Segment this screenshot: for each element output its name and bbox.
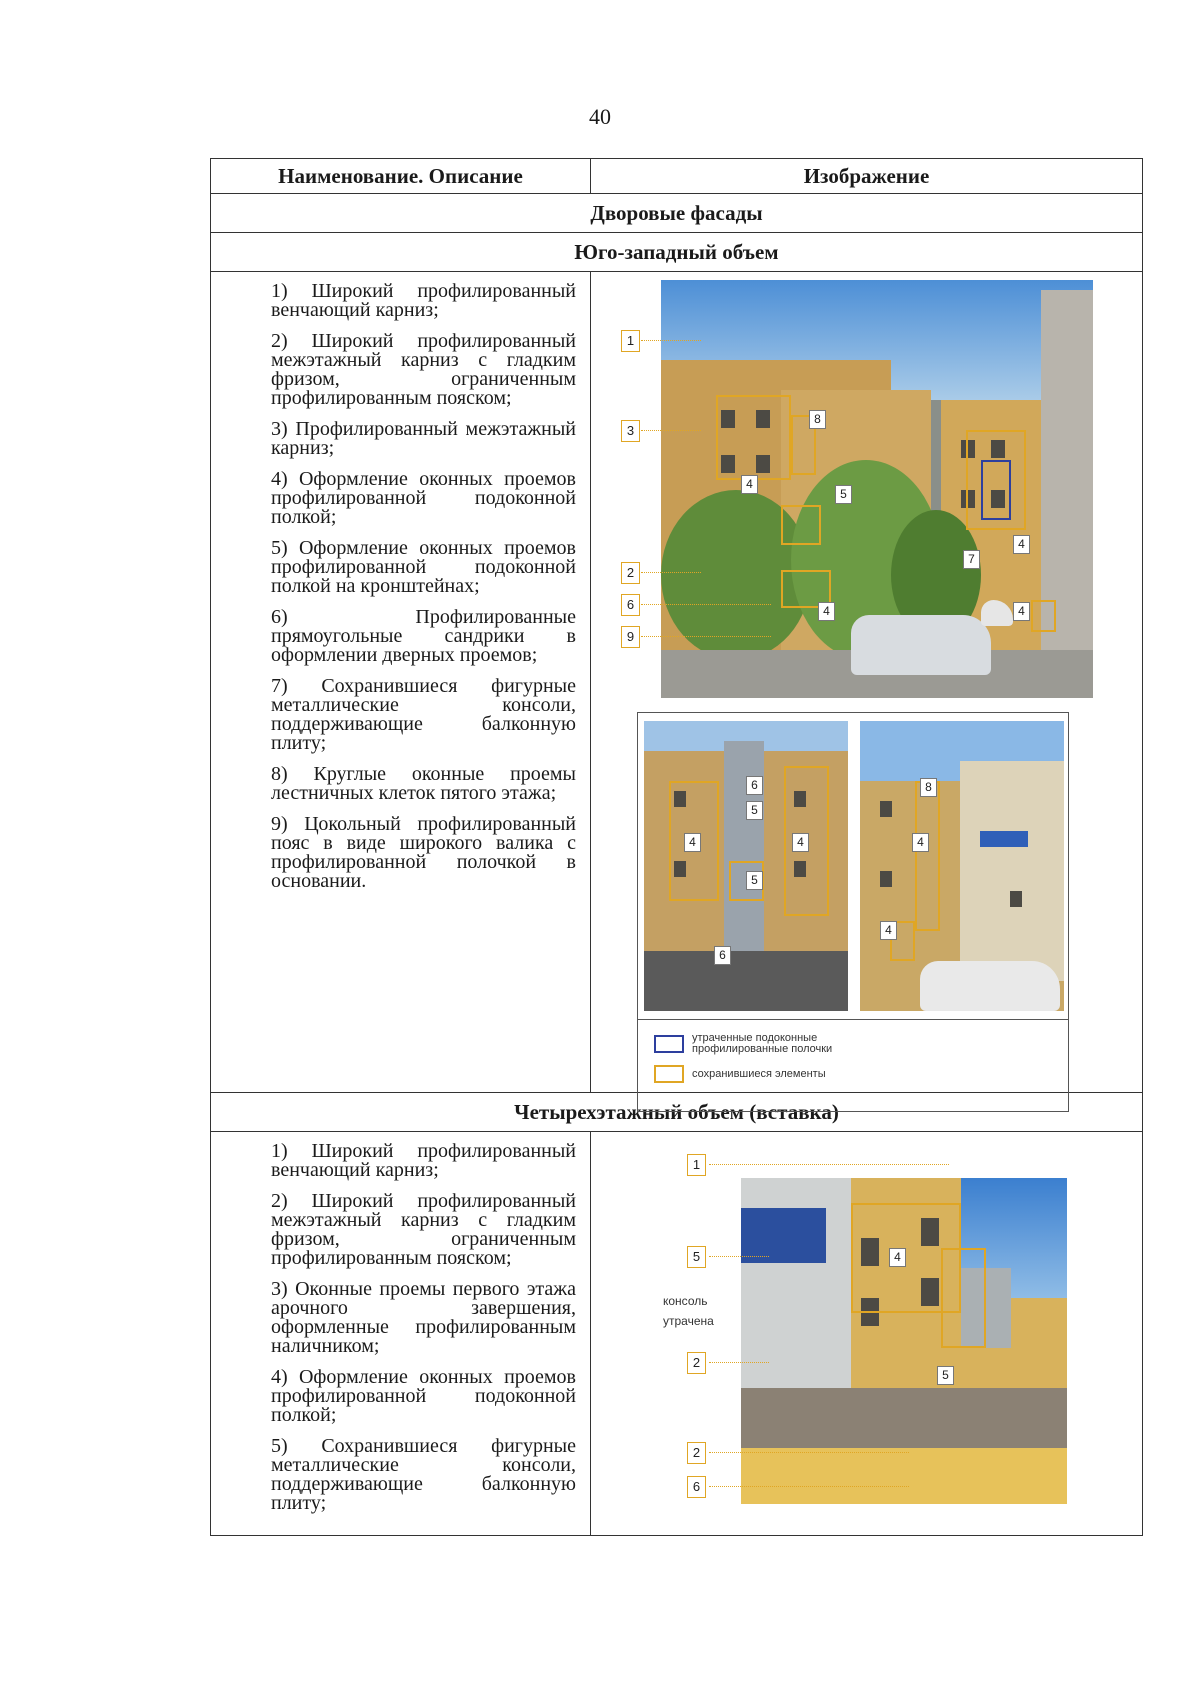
list-item: 2) Широкий профилированный межэтажный карниз с гладким фризом, ограниченным профилированным пояском; [271, 1190, 576, 1269]
four-storey-photo [741, 1178, 1067, 1504]
legend-swatch-lost [654, 1035, 684, 1053]
list-item: 5) Оформление оконных проемов профилированной подоконной полкой на кронштейнах; [271, 537, 576, 597]
legend-swatch-kept [654, 1065, 684, 1083]
photo-tag: 7 [963, 550, 980, 569]
leader-line [709, 1164, 949, 1165]
callout-2: 2 [687, 1352, 706, 1374]
four-storey-images [591, 1132, 1143, 1536]
console-lost-note-1: консоль [663, 1294, 708, 1308]
photo-tag: 8 [920, 778, 937, 797]
photo-tag: 4 [889, 1248, 906, 1267]
photo-tag: 4 [684, 833, 701, 852]
photo-tag: 4 [912, 833, 929, 852]
southwest-images [591, 272, 1143, 1093]
list-item: 9) Цокольный профилированный пояс в виде широкого валика с профилированной полочкой в основании. [271, 813, 576, 892]
list-item: 8) Круглые оконные проемы лестничных клеток пятого этажа; [271, 763, 576, 804]
southwest-description [211, 272, 591, 1093]
callout-3: 3 [621, 420, 640, 442]
photo-tag: 5 [937, 1366, 954, 1385]
callout-1: 1 [687, 1154, 706, 1176]
photo-tag: 6 [746, 776, 763, 795]
leader-line [709, 1486, 909, 1487]
photo-tag: 5 [746, 801, 763, 820]
photo-tag: 5 [746, 871, 763, 890]
console-lost-note-2: утрачена [663, 1314, 714, 1328]
list-item: 5) Сохранившиеся фигурные металлические консоли, поддерживающие балконную плиту; [271, 1435, 576, 1514]
photo-tag: 4 [880, 921, 897, 940]
photo-tag: 4 [818, 602, 835, 621]
facade-table [210, 158, 1143, 1536]
legend-lost-label: утраченные подоконные профилированные полочки [692, 1032, 833, 1055]
legend-kept-label: сохранившиеся элементы [692, 1068, 826, 1080]
callout-2: 2 [621, 562, 640, 584]
photo-tag: 5 [835, 485, 852, 504]
section-courtyard-facades: Дворовые фасады [211, 194, 1143, 233]
callout-9: 9 [621, 626, 640, 648]
section-southwest-volume: Юго-западный объем [211, 233, 1143, 272]
col-header-image: Изображение [591, 159, 1143, 194]
page-number: 40 [589, 104, 611, 129]
detail-photos-panel [637, 712, 1069, 1112]
callout-6: 6 [621, 594, 640, 616]
callout-5: 5 [687, 1246, 706, 1268]
four-storey-description [211, 1132, 591, 1536]
photo-tag: 4 [1013, 535, 1030, 554]
leader-line [641, 636, 771, 637]
leader-line [709, 1452, 909, 1453]
list-item: 1) Широкий профилированный венчающий карниз; [271, 280, 576, 321]
photo-tag: 6 [714, 946, 731, 965]
list-item: 1) Широкий профилированный венчающий карниз; [271, 1140, 576, 1181]
photo-tag: 4 [792, 833, 809, 852]
leader-line [641, 430, 701, 431]
photo-tag: 4 [1013, 602, 1030, 621]
photo-tag: 8 [809, 410, 826, 429]
section-four-storey-insert: Четырехэтажный объем (вставка) [211, 1093, 1143, 1132]
leader-line [709, 1256, 769, 1257]
photo-tag: 4 [741, 475, 758, 494]
callout-6: 6 [687, 1476, 706, 1498]
list-item: 3) Профилированный межэтажный карниз; [271, 418, 576, 459]
leader-line [641, 604, 771, 605]
detail-photo-right [860, 721, 1064, 1011]
callout-1: 1 [621, 330, 640, 352]
detail-photo-left [644, 721, 848, 1011]
leader-line [641, 340, 701, 341]
leader-line [709, 1362, 769, 1363]
list-item: 3) Оконные проемы первого этажа арочного завершения, оформленные профилированным наличником; [271, 1278, 576, 1357]
list-item: 4) Оформление оконных проемов профилированной подоконной полкой; [271, 1366, 576, 1426]
callout-2: 2 [687, 1442, 706, 1464]
col-header-description: Наименование. Описание [211, 159, 591, 194]
list-item: 7) Сохранившиеся фигурные металлические консоли, поддерживающие балконную плиту; [271, 675, 576, 754]
list-item: 6) Профилированные прямоугольные сандрики в оформлении дверных проемов; [271, 606, 576, 666]
list-item: 4) Оформление оконных проемов профилированной подоконной полкой; [271, 468, 576, 528]
list-item: 2) Широкий профилированный межэтажный карниз с гладким фризом, ограниченным профилированным пояском; [271, 330, 576, 409]
leader-line [641, 572, 701, 573]
